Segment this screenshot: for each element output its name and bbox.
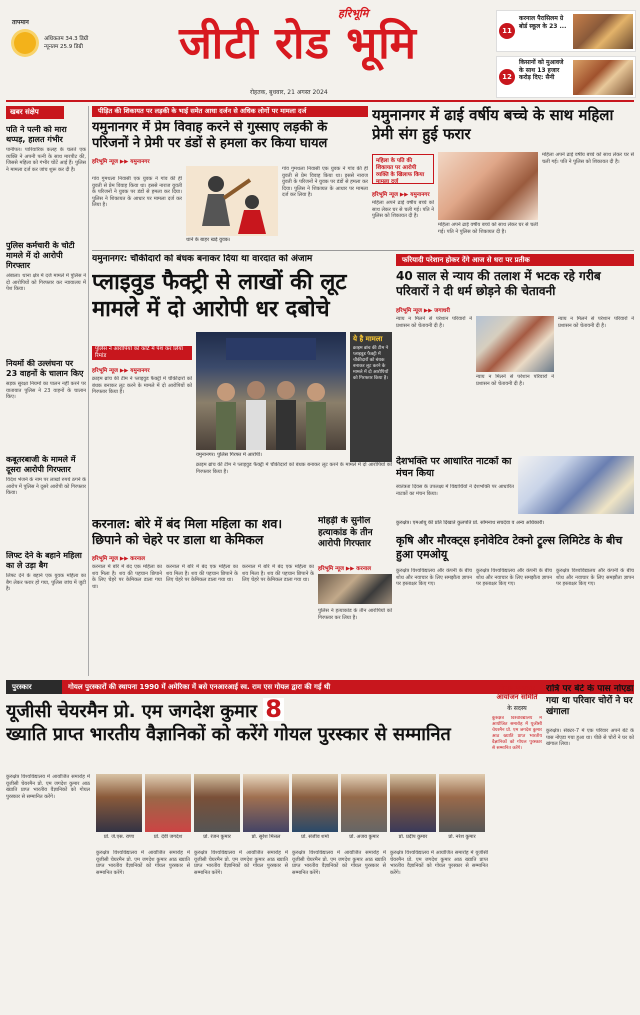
brief-title-4: कबूतरबाजी के मामले में दूसरा आरोपी गिरफ्तार [6,455,76,474]
sidebar-label: खबर संक्षेप [6,106,64,119]
dateline: रोहतक, बुधवार, 21 अगस्त 2024 [250,89,328,96]
awards-body-col3: कुरुक्षेत्र विश्वविद्यालय में आयोजित समारोह में यूजीसी चेयरमैन प्रो. एम जगदेश कुमार आठ ख्याति प्राप्त भारतीय वैज्ञानिकों को गोयल पुरस्कार से सम्मानित करेंगे। [194,850,288,876]
story6-headline: कृषि और मौरक्ट्स इनोवेटिव टेक्नो ट्रूल्स लिमिटेड के बीच हुआ एमओयू [396,534,623,561]
story4-body-c: न्याय न मिलने से परेशान परिवारों ने प्रशासन को चेतावनी दी है। [558,316,634,329]
story1-body-a: गांव गुमथला निवासी एक युवक ने गांव की ही युवती से प्रेम विवाह किया था। इससे नाराज युवती के परिजनों ने युवक पर डंडों से हमला कर दिया। पुलिस ने शिकायत के आधार पर मामला दर्ज कर लिया है। [92,176,182,209]
portrait-8 [439,774,485,832]
story3-byline: हरिभूमि न्यूज ▶▶ यमुनानगर [92,368,150,374]
story5-photo [518,456,634,514]
story-love-marriage-attack [92,106,368,248]
story4-body-a: न्याय न मिलने से परेशान परिवारों ने प्रशासन को चेतावनी दी है। [396,316,472,329]
story1-photo-caption: थाने के बाहर खड़े युवक। [186,237,231,243]
weather-label: तापमान [12,19,29,26]
temp-min: न्यूनतम 25.9 डिग्री [44,44,83,50]
story-patriotic-plays [396,456,634,516]
brief-body-4: विदेश भेजने के नाम पर लाखों रुपये ठगने के आरोप में पुलिस ने दूसरे आरोपी को गिरफ्तार किया। [6,477,86,497]
story4-photo-protest [476,316,554,372]
portrait-name: प्रो. रंजन कुमार [203,834,231,840]
story2-body-c: महिला अपने ढाई वर्षीय बच्चे को साथ लेकर घर से चली गई। पति ने पुलिस को शिकायत दी है। [542,152,634,165]
story1-headline: यमुनानगर में प्रेम विवाह करने से गुस्साए लड़की के परिजनों ने प्रेमी पर डंडों से हमला कर किया घायल [92,120,328,151]
brief-body-1: पानीपत। पारिवारिक कलह के चलते एक व्यक्ति ने अपनी पत्नी के साथ मारपीट की, जिससे महिला को गंभीर चोटें आई हैं। पुलिस ने मामला दर्ज कर जांच शुरू कर दी है। [6,147,86,173]
story8-photo [318,574,392,604]
awards-headline-part1: यूजीसी चेयरमैन प्रो. एम जगदेश कुमार [6,701,257,722]
portrait-4 [243,774,289,832]
story-goyal-awards [6,698,488,1008]
teasers [496,10,636,100]
brief-title-3: नियमों की उल्लंघना पर 23 वाहनों के चालान किए [6,359,84,378]
story3-kicker: यमुनानगर: चौकीदारों को बंधक बनाकर दिया था वारदात को अंजाम [92,254,313,264]
story3-body-a: क्राइम ब्रांच की टीम ने प्लाइवुड फैक्ट्री में चौकीदारों को बंधक बनाकर लूट करने के मामले में दो आरोपियों को गिरफ्तार किया है। [92,376,192,396]
story4-byline: हरिभूमि न्यूज ▶▶ जगाधरी [396,308,450,314]
story6-photo-caption: कुरुक्षेत्र। एमओयू की प्रति दिखाते कुलपति प्रो. सोमनाथ सचदेवा व अन्य अधिकारी। [396,520,545,526]
story-murder-arrests [318,516,392,674]
teaser-text: किसानों को मुआवजे के साथ 13 हजार करोड़ दिए: सैनी [519,59,564,81]
story9-body: कुरुक्षेत्र। सेक्टर-7 में एक परिवार अपने बेटे के पास नोएडा गया हुआ था। पीछे से चोरों ने घर को खंगाल लिया। [546,728,634,748]
teaser-num: 11 [499,23,515,39]
awards-body-col2: कुरुक्षेत्र विश्वविद्यालय में आयोजित समारोह में यूजीसी चेयरमैन प्रो. एम जगदेश कुमार आठ ख्याति प्राप्त भारतीय वैज्ञानिकों को गोयल पुरस्कार से सम्मानित करेंगे। [96,850,190,876]
story6-body-a: कुरुक्षेत्र विश्वविद्यालय और कंपनी के बीच शोध और नवाचार के लिए समझौता ज्ञापन पर हस्ताक्षर किए गए। [396,568,472,588]
story3-facts-title: ये है मामला [353,335,383,343]
story2-callout: महिला के पति की शिकायत पर आरोपी व्यक्ति के खिलाफ किया मामला दर्ज [372,154,434,184]
brief-title-5: लिफ्ट देने के बहाने महिला का ले उड़ा बैग [6,551,82,570]
awards-portraits [96,774,488,846]
story3-facts-box [350,332,392,462]
brief-body-5: लिफ्ट देने के बहाने एक युवक महिला का बैग लेकर फरार हो गया, पुलिस जांच में जुटी है। [6,573,86,593]
story1-byline: हरिभूमि न्यूज ▶▶ यमुनानगर [92,159,150,165]
story4-headline: 40 साल से न्याय की तलाश में भटक रहे गरीब परिवारों ने दी धर्म छोड़ने की चेतावनी [396,269,601,298]
portrait-3 [194,774,240,832]
story6-body-b: कुरुक्षेत्र विश्वविद्यालय और कंपनी के बीच शोध और नवाचार के लिए समझौता ज्ञापन पर हस्ताक्षर किए गए। [476,568,552,588]
masthead-rule [6,100,634,102]
story3-body-b: क्राइम ब्रांच की टीम ने प्लाइवुड फैक्ट्री में चौकीदारों को बंधक बनाकर लूट करने के मामले में दो आरोपियों को गिरफ्तार किया है। [196,462,392,475]
story7-headline: करनाल: बोरे में बंद मिला महिला का शव। छिपाने को चेहरे पर डाला था केमिकल [92,516,283,547]
story3-photo-caption: यमुनानगर। पुलिस गिरफ्त में आरोपी। [196,452,262,458]
portrait-name: प्रो. सुरेश मित्तल [251,834,281,840]
brief-body-3: सड़क सुरक्षा नियमों का पालन नहीं करने पर यातायात पुलिस ने 23 वाहनों के चालान किए। [6,381,86,401]
committee-sub: के सदस्य [507,705,527,712]
story8-body: पुलिस ने हत्याकांड के तीन आरोपियों को गिरफ्तार कर लिया है। [318,608,392,621]
portrait-name: प्रो. संजीव शर्मा [301,834,329,840]
hrule [92,250,634,251]
weather-box [12,18,100,82]
story8-byline: हरिभूमि न्यूज ▶▶ करनाल [318,566,371,572]
story2-photo-hands [438,152,538,220]
story3-headline: प्लाइवुड फैक्ट्री से लाखों की लूट मामले में दो आरोपी धर दबोचे [92,270,347,322]
story-woman-elopes [372,106,634,248]
column-divider [88,106,89,676]
story8-headline: मोहड़ी के सुनील हत्याकांड के तीन आरोपी गिरफ्तार [318,516,373,549]
story2-headline: यमुनानगर में ढाई वर्षीय बच्चे के साथ महिला प्रेमी संग हुई फरार [372,106,614,143]
brand-small: हरिभूमि [338,7,369,20]
awards-headline [6,698,488,723]
news-brief-sidebar [6,106,86,676]
committee-title: गोयल पुरस्कार आयोजन समिति [496,684,538,701]
portrait-7 [390,774,436,832]
story7-byline: हरिभूमि न्यूज ▶▶ करनाल [92,556,145,562]
portrait-name: प्रो. प्रदीप कुमार [398,834,428,840]
story1-illustration [186,166,278,236]
portrait-name: प्रो. देवी जगदेश [153,834,183,840]
awards-kicker: गोयल पुरस्कारों की स्थापना 1990 में अमेरिका में बसे एनआरआई स्व. राम एस गोयल द्वारा की गई थी [68,683,331,691]
brief-title-2: पुलिस कर्मचारी के चोटी मामले में दो आरोपी गिरफ्तार [6,241,75,270]
story2-body-a: महिला अपने ढाई वर्षीय बच्चे को साथ लेकर घर से चली गई। पति ने पुलिस को शिकायत दी है। [372,200,434,220]
portrait-5 [292,774,338,832]
portrait-name: प्रो. अजय कुमार [349,834,379,840]
story2-byline: हरिभूमि न्यूज ▶▶ यमुनानगर [372,192,430,198]
story-justice-search [396,254,634,454]
story6-body-c: कुरुक्षेत्र विश्वविद्यालय और कंपनी के बीच शोध और नवाचार के लिए समझौता ज्ञापन पर हस्ताक्षर किए गए। [556,568,634,588]
teaser-photo [573,14,633,49]
teaser-photo [573,60,633,95]
awards-headline-part2: ख्याति प्राप्त भारतीय वैज्ञानिकों को करेंगे गोयल पुरस्कार से सम्मानित [6,724,451,745]
story7-body-a: करनाल में बोरे में बंद एक महिला का शव मिला है। शव की पहचान छिपाने के लिए चेहरे पर केमिकल डाला गया था। [92,564,162,590]
portrait-6 [341,774,387,832]
brief-title-1: पति ने पत्नी को मारा थप्पड़, हालत गंभीर [6,125,67,144]
story-mou [396,520,634,670]
story7-body-b: करनाल में बोरे में बंद एक महिला का शव मिला है। शव की पहचान छिपाने के लिए चेहरे पर केमिकल डाला गया था। [166,564,238,584]
teaser-num: 12 [499,69,515,85]
story1-body-b: गांव गुमथला निवासी एक युवक ने गांव की ही युवती से प्रेम विवाह किया था। इससे नाराज युवती के परिजनों ने युवक पर डंडों से हमला कर दिया। पुलिस ने शिकायत के आधार पर मामला दर्ज कर लिया है। [282,166,368,199]
committee-list: कुरुक्षेत्र विश्वविद्यालय में आयोजित समारोह में यूजीसी चेयरमैन प्रो. एम जगदेश कुमार आठ ख्याति प्राप्त भारतीय वैज्ञानिकों को गोयल पुरस्कार से सम्मानित करेंगे। [492,716,542,751]
story-theft [546,684,634,1006]
story3-sub: पुलिस ने आरोपियों को कोर्ट में पेश कर लिया रिमांड [92,346,192,360]
story5-headline: देशभक्ति पर आधारित नाटकों का मंचन किया [396,456,512,479]
story3-facts-body: क्राइम ब्रांच की टीम ने प्लाइवुड फैक्ट्री में चौकीदारों को बंधक बनाकर लूट करने के मामले में दो आरोपियों को गिरफ्तार किया है। [353,346,389,381]
awards-col-1 [6,774,90,1006]
portrait-2 [145,774,191,832]
portrait-1 [96,774,142,832]
awards-body-col4: कुरुक्षेत्र विश्वविद्यालय में आयोजित समारोह में यूजीसी चेयरमैन प्रो. एम जगदेश कुमार आठ ख्याति प्राप्त भारतीय वैज्ञानिकों को गोयल पुरस्कार से सम्मानित करेंगे। [292,850,386,876]
awards-section-label: पुरस्कार [6,680,62,694]
story4-body-b: न्याय न मिलने से परेशान परिवारों ने प्रशासन को चेतावनी दी है। [476,374,554,387]
teaser-text: करनाल पैरासिलम ग्रे बोर्ड स्कूल के 23 ... [519,15,567,30]
temp-max: अधिकतम 34.3 डिग्री [44,36,89,42]
sun-icon [14,32,36,54]
awards-committee [492,684,542,1004]
awards-headline-number: 8 [265,698,282,723]
teaser-2[interactable] [496,56,636,98]
teaser-1[interactable] [496,10,636,52]
story-body-in-sack [92,516,314,674]
story4-kicker: फरियादी परेशान होकर देंगे आज से धरा पर प्रतीक [396,254,634,266]
awards-body-col1: कुरुक्षेत्र विश्वविद्यालय में आयोजित समारोह में यूजीसी चेयरमैन प्रो. एम जगदेश कुमार आठ ख्याति प्राप्त भारतीय वैज्ञानिकों को गोयल पुरस्कार से सम्मानित करेंगे। [6,774,90,800]
portrait-name: प्रो. जे.एस. राणा [103,834,135,840]
story2-body-b: महिला अपने ढाई वर्षीय बच्चे को साथ लेकर घर से चली गई। पति ने पुलिस को शिकायत दी है। [438,222,538,235]
story5-body: स्वतंत्रता दिवस के उपलक्ष्य में विद्यार्थियों ने देशभक्ति पर आधारित नाटकों का मंचन किया। [396,484,514,497]
story1-kicker: पीड़ित की शिकायत पर लड़की के भाई समेत आधा दर्जन से अधिक लोगों पर मामला दर्ज [92,106,368,117]
brief-body-2: अंबाला। थाना क्षेत्र में दर्ज मामले में पुलिस ने दो आरोपियों को गिरफ्तार कर न्यायालय में पेश किया। [6,273,86,293]
story-plywood-loot [92,254,392,514]
awards-body-col5: कुरुक्षेत्र विश्वविद्यालय में आयोजित समारोह में यूजीसी चेयरमैन प्रो. एम जगदेश कुमार आठ ख्याति प्राप्त भारतीय वैज्ञानिकों को गोयल पुरस्कार से सम्मानित करेंगे। [390,850,488,876]
story3-photo-arrest [196,332,346,450]
masthead-title: जीटी रोड भूमि [179,18,417,69]
story7-body-c: करनाल में बोरे में बंद एक महिला का शव मिला है। शव की पहचान छिपाने के लिए चेहरे पर केमिकल डाला गया था। [242,564,314,584]
story9-headline: रात्रि पर बेटे के पास नोएडा गया था परिवार चोरों ने घर खंगाला [546,684,634,717]
portrait-name: प्रो. नरेश कुमार [448,834,476,840]
